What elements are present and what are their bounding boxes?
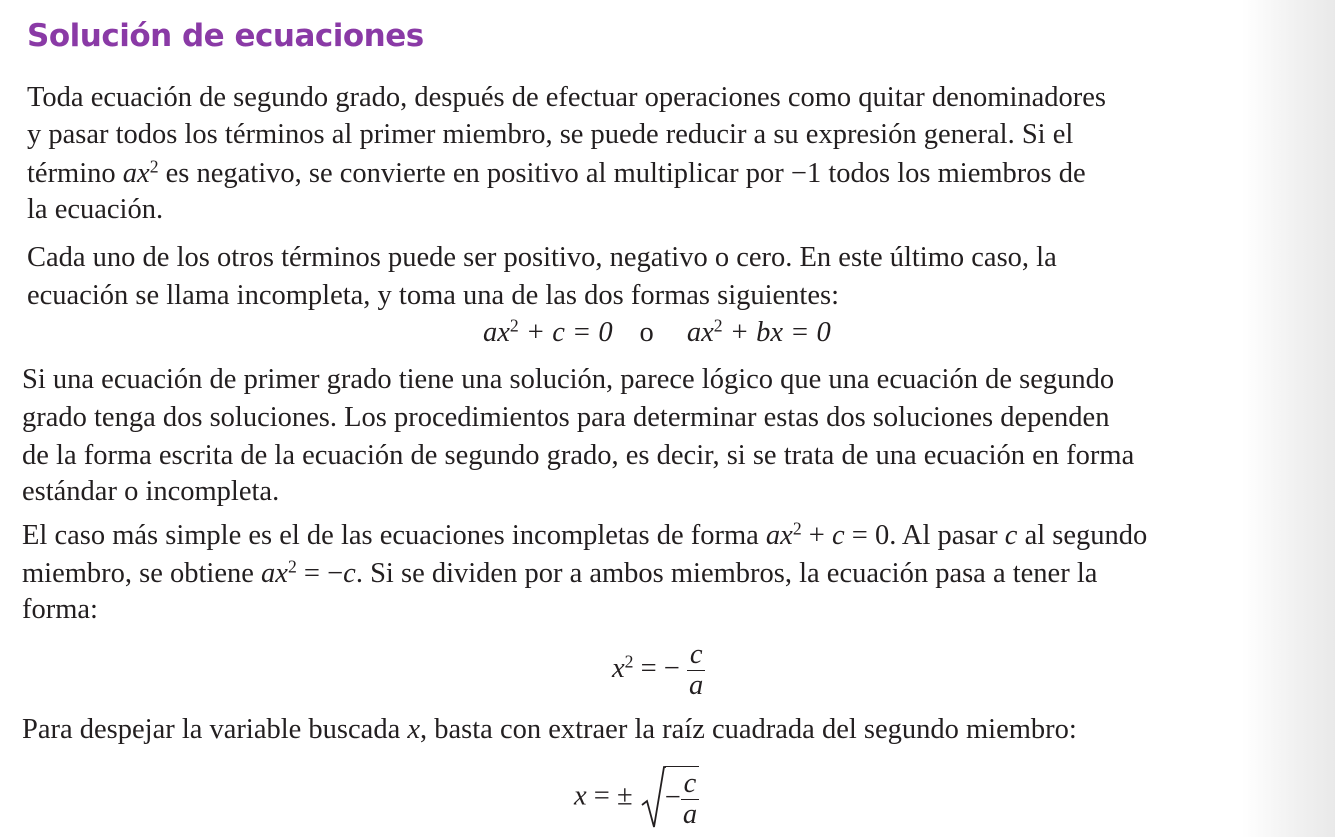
paragraph-1-line-3 xyxy=(27,156,1086,192)
text-fragment: miembro, se obtiene xyxy=(22,558,262,589)
math-variable: c xyxy=(343,558,356,589)
math-variable: x xyxy=(612,652,625,684)
math-relation: = − xyxy=(633,652,680,684)
text-fragment: . Si se dividen por a ambos miembros, la ecuación pasa a tener la xyxy=(355,558,1098,589)
paragraph-4-line-2 xyxy=(22,556,1097,592)
radical-sign-icon xyxy=(640,765,666,831)
paragraph-5-line-1 xyxy=(22,712,1077,748)
text-fragment: + xyxy=(801,520,832,551)
text-fragment: , basta con extraer la raíz cuadrada del segundo miembro: xyxy=(420,714,1077,745)
math-variable: ax xyxy=(122,158,150,189)
equation-x-squared xyxy=(612,640,705,701)
math-exponent: 2 xyxy=(149,156,159,177)
section-title: Solución de ecuaciones xyxy=(27,18,424,54)
math-variable: ax xyxy=(686,317,714,348)
math-variable: ax xyxy=(765,520,793,551)
paragraph-3-line-3: de la forma escrita de la ecuación de segundo grado, es decir, si se trata de una ecuación en forma xyxy=(22,440,1135,471)
fraction xyxy=(681,769,699,830)
math-variable: x xyxy=(407,714,421,745)
paragraph-4-line-3: forma: xyxy=(22,594,98,625)
equation-incomplete-forms xyxy=(483,315,831,351)
paragraph-1-line-4: la ecuación. xyxy=(27,194,164,225)
fraction xyxy=(687,640,705,701)
math-variable: x xyxy=(574,780,587,812)
paragraph-3-line-1: Si una ecuación de primer grado tiene una solución, parece lógico que una ecuación de segundo xyxy=(22,364,1115,395)
text-fragment: = − xyxy=(296,558,344,589)
math-exponent: 2 xyxy=(624,651,634,672)
fraction-denominator: a xyxy=(682,799,698,830)
text-fragment: Para despejar la variable buscada xyxy=(22,714,408,745)
text-fragment: El caso más simple es el de las ecuaciones incompletas de forma xyxy=(22,520,766,551)
math-exponent: 2 xyxy=(713,315,723,336)
paragraph-2-line-2: ecuación se llama incompleta, y toma una de las dos formas siguientes: xyxy=(27,280,840,311)
fraction-numerator: c xyxy=(687,640,705,671)
paragraph-4-line-1 xyxy=(22,518,1147,554)
equation-separator: o xyxy=(639,317,654,348)
math-exponent: 2 xyxy=(287,556,297,577)
math-exponent: 2 xyxy=(509,315,519,336)
paragraph-1-line-1: Toda ecuación de segundo grado, después de efectuar operaciones como quitar denominadores xyxy=(27,82,1107,113)
fraction-numerator: c xyxy=(681,769,699,800)
text-fragment: es negativo, se convierte en positivo al multiplicar por −1 todos los miembros de xyxy=(158,158,1086,189)
fraction-denominator: a xyxy=(689,669,704,701)
math-variable: ax xyxy=(261,558,288,589)
paragraph-3-line-4: estándar o incompleta. xyxy=(22,476,280,507)
paragraph-2-line-1: Cada uno de los otros términos puede ser positivo, negativo o cero. En este último caso, la xyxy=(27,242,1057,273)
text-fragment: término xyxy=(27,158,123,189)
math-variable: c xyxy=(831,520,845,551)
math-variable: c xyxy=(1004,520,1018,551)
text-fragment: al segundo xyxy=(1017,520,1148,551)
radicand xyxy=(665,766,699,830)
paragraph-3-line-2: grado tenga dos soluciones. Los procedimientos para determinar estas dos soluciones dependen xyxy=(22,402,1110,433)
math-expression: + c = 0 xyxy=(518,317,613,348)
equation-square-root xyxy=(574,765,699,831)
square-root xyxy=(640,765,699,831)
math-sign: − xyxy=(664,782,681,814)
math-exponent: 2 xyxy=(792,518,802,539)
math-variable: ax xyxy=(483,317,510,348)
math-relation: = ± xyxy=(586,780,640,812)
math-expression: + bx = 0 xyxy=(722,317,831,348)
text-fragment: = 0. Al pasar xyxy=(844,520,1005,551)
paragraph-1-line-2: y pasar todos los términos al primer miembro, se puede reducir a su expresión general. Si el xyxy=(27,119,1074,150)
